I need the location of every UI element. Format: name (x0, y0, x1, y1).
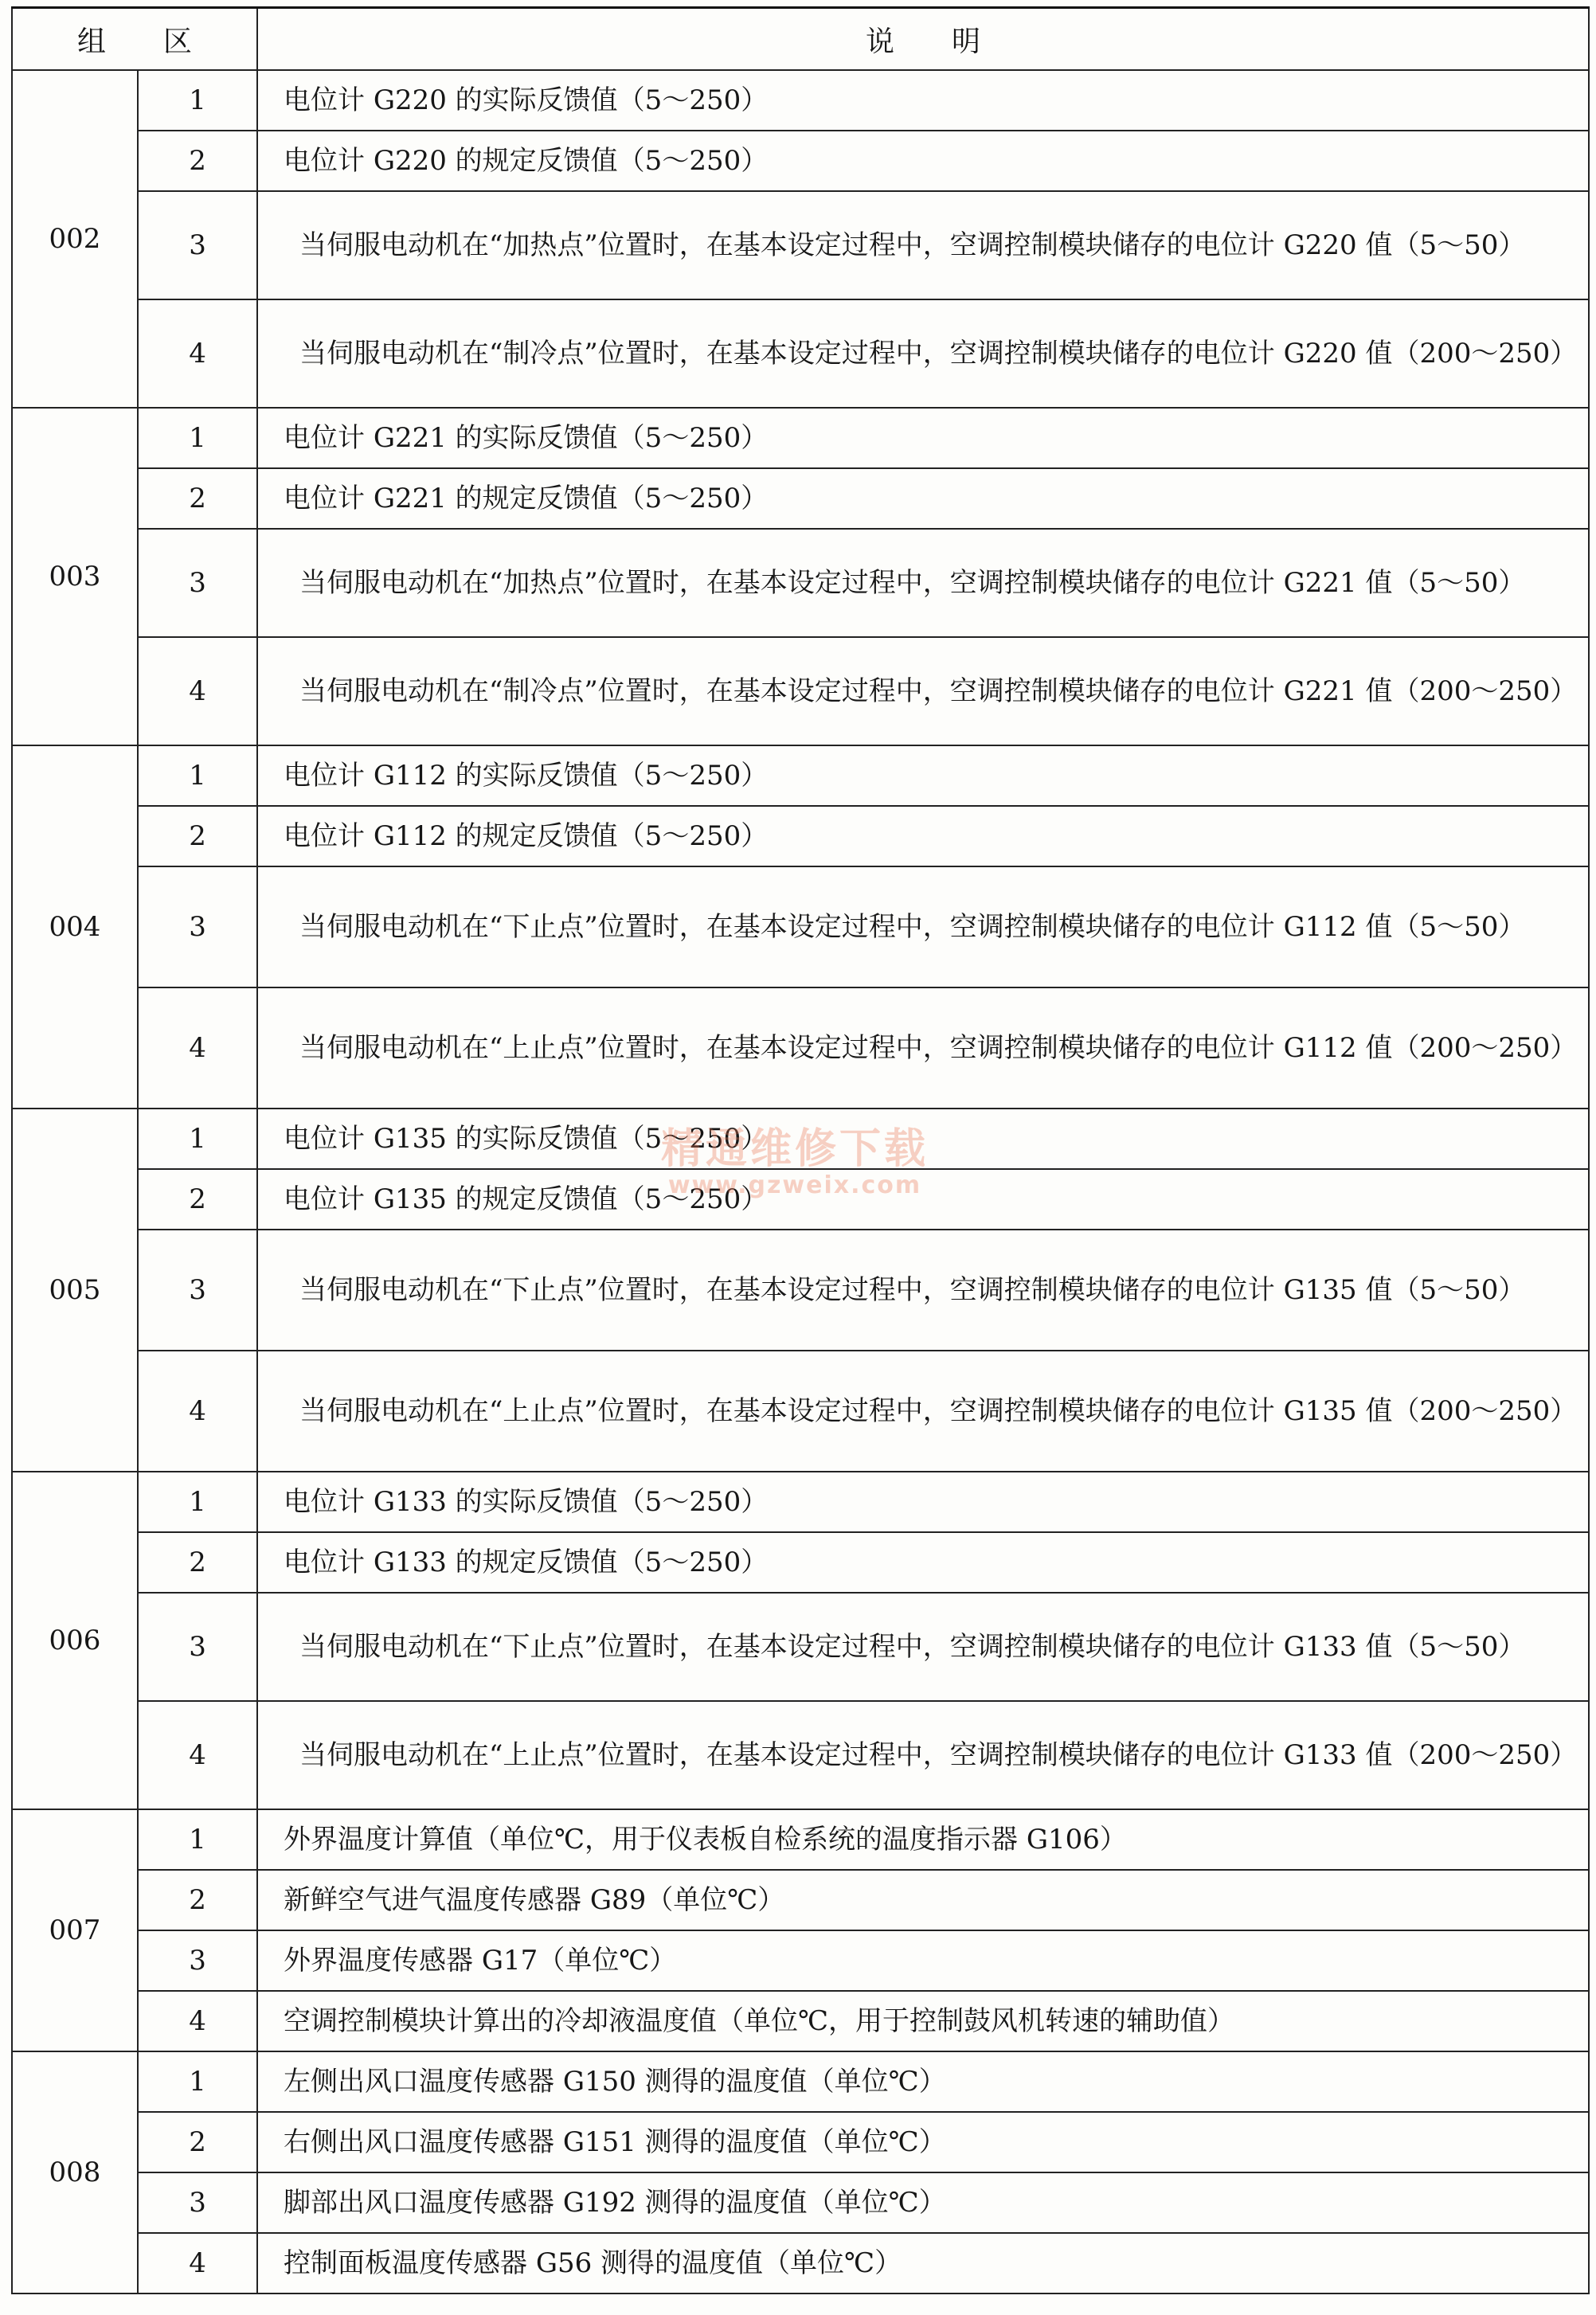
zone-number: 3 (138, 1930, 257, 1991)
table-row (12, 866, 1589, 987)
zone-description: 脚部出风口温度传感器 G192 测得的温度值（单位℃） (257, 2172, 1589, 2233)
table-row (12, 299, 1589, 408)
zone-number: 1 (138, 1109, 257, 1169)
zone-number: 1 (138, 2051, 257, 2112)
zone-description: 当伺服电动机在“加热点”位置时，在基本设定过程中，空调控制模块储存的电位计 G221 值（5～50） (257, 529, 1589, 637)
zone-number: 3 (138, 866, 257, 987)
zone-number: 1 (138, 1809, 257, 1870)
zone-number: 3 (138, 191, 257, 299)
zone-description: 右侧出风口温度传感器 G151 测得的温度值（单位℃） (257, 2112, 1589, 2172)
zone-description: 电位计 G221 的规定反馈值（5～250） (257, 468, 1589, 529)
group-number: 006 (12, 1472, 138, 1809)
zone-description: 当伺服电动机在“制冷点”位置时，在基本设定过程中，空调控制模块储存的电位计 G220 值（200～250） (257, 299, 1589, 408)
zone-description: 当伺服电动机在“制冷点”位置时，在基本设定过程中，空调控制模块储存的电位计 G221 值（200～250） (257, 637, 1589, 745)
table-row (12, 1230, 1589, 1351)
zone-number: 2 (138, 2112, 257, 2172)
zone-number: 2 (138, 806, 257, 866)
table-row (12, 2051, 1589, 2112)
table-row (12, 70, 1589, 131)
table-row (12, 987, 1589, 1109)
zone-description: 当伺服电动机在“下止点”位置时，在基本设定过程中，空调控制模块储存的电位计 G135 值（5～50） (257, 1230, 1589, 1351)
zone-description: 当伺服电动机在“下止点”位置时，在基本设定过程中，空调控制模块储存的电位计 G133 值（5～50） (257, 1593, 1589, 1701)
zone-number: 4 (138, 987, 257, 1109)
zone-description: 新鲜空气进气温度传感器 G89（单位℃） (257, 1870, 1589, 1930)
zone-description: 电位计 G220 的规定反馈值（5～250） (257, 131, 1589, 191)
group-number: 005 (12, 1109, 138, 1472)
zone-description: 外界温度计算值（单位℃，用于仪表板自检系统的温度指示器 G106） (257, 1809, 1589, 1870)
table-row (12, 2233, 1589, 2293)
zone-description: 当伺服电动机在“上止点”位置时，在基本设定过程中，空调控制模块储存的电位计 G135 值（200～250） (257, 1351, 1589, 1472)
table-row (12, 1472, 1589, 1532)
table-row (12, 131, 1589, 191)
table-row (12, 1870, 1589, 1930)
zone-description: 外界温度传感器 G17（单位℃） (257, 1930, 1589, 1991)
zone-description: 电位计 G133 的规定反馈值（5～250） (257, 1532, 1589, 1593)
header-group-zone: 组 区 (12, 8, 257, 71)
table-row (12, 1991, 1589, 2051)
zone-description: 电位计 G112 的规定反馈值（5～250） (257, 806, 1589, 866)
group-number: 002 (12, 70, 138, 408)
table-row (12, 1351, 1589, 1472)
zone-number: 1 (138, 1472, 257, 1532)
zone-description: 当伺服电动机在“上止点”位置时，在基本设定过程中，空调控制模块储存的电位计 G112 值（200～250） (257, 987, 1589, 1109)
table-row (12, 468, 1589, 529)
zone-description: 当伺服电动机在“下止点”位置时，在基本设定过程中，空调控制模块储存的电位计 G112 值（5～50） (257, 866, 1589, 987)
zone-description: 左侧出风口温度传感器 G150 测得的温度值（单位℃） (257, 2051, 1589, 2112)
table-row (12, 1930, 1589, 1991)
zone-number: 4 (138, 1991, 257, 2051)
table-row (12, 637, 1589, 745)
table-row (12, 529, 1589, 637)
table-header-row (12, 8, 1589, 71)
table-row (12, 1532, 1589, 1593)
table-row (12, 806, 1589, 866)
zone-number: 2 (138, 1169, 257, 1230)
watermark-url: www.gzweix.com (667, 1171, 922, 1199)
table-row (12, 408, 1589, 468)
group-number: 003 (12, 408, 138, 745)
zone-number: 2 (138, 1532, 257, 1593)
header-description: 说 明 (257, 8, 1589, 71)
zone-description: 电位计 G112 的实际反馈值（5～250） (257, 745, 1589, 806)
zone-description: 当伺服电动机在“上止点”位置时，在基本设定过程中，空调控制模块储存的电位计 G133 值（200～250） (257, 1701, 1589, 1809)
zone-number: 4 (138, 299, 257, 408)
zone-number: 4 (138, 2233, 257, 2293)
table-row (12, 2172, 1589, 2233)
zone-number: 2 (138, 468, 257, 529)
zone-description: 电位计 G220 的实际反馈值（5～250） (257, 70, 1589, 131)
table-row (12, 1169, 1589, 1230)
zone-number: 4 (138, 637, 257, 745)
zone-number: 3 (138, 529, 257, 637)
watermark-title: 精通维修下载 (661, 1125, 929, 1173)
zone-number: 1 (138, 70, 257, 131)
zone-description: 当伺服电动机在“加热点”位置时，在基本设定过程中，空调控制模块储存的电位计 G220 值（5～50） (257, 191, 1589, 299)
zone-number: 3 (138, 2172, 257, 2233)
zone-number: 1 (138, 408, 257, 468)
zone-number: 3 (138, 1593, 257, 1701)
group-number: 008 (12, 2051, 138, 2293)
table-row (12, 2112, 1589, 2172)
table-row (12, 1593, 1589, 1701)
zone-description: 电位计 G135 的规定反馈值（5～250） (257, 1169, 1589, 1230)
zone-number: 2 (138, 131, 257, 191)
vag-measuring-value-table (11, 6, 1590, 2294)
zone-number: 4 (138, 1351, 257, 1472)
zone-number: 1 (138, 745, 257, 806)
zone-number: 2 (138, 1870, 257, 1930)
zone-number: 4 (138, 1701, 257, 1809)
table-row (12, 1701, 1589, 1809)
zone-number: 3 (138, 1230, 257, 1351)
zone-description: 控制面板温度传感器 G56 测得的温度值（单位℃） (257, 2233, 1589, 2293)
zone-description: 电位计 G221 的实际反馈值（5～250） (257, 408, 1589, 468)
group-number: 007 (12, 1809, 138, 2051)
zone-description: 电位计 G133 的实际反馈值（5～250） (257, 1472, 1589, 1532)
table-row (12, 1109, 1589, 1169)
zone-description: 电位计 G135 的实际反馈值（5～250） (257, 1109, 1589, 1169)
table-row (12, 745, 1589, 806)
table-row (12, 191, 1589, 299)
zone-description: 空调控制模块计算出的冷却液温度值（单位℃，用于控制鼓风机转速的辅助值） (257, 1991, 1589, 2051)
table-row (12, 1809, 1589, 1870)
group-number: 004 (12, 745, 138, 1109)
